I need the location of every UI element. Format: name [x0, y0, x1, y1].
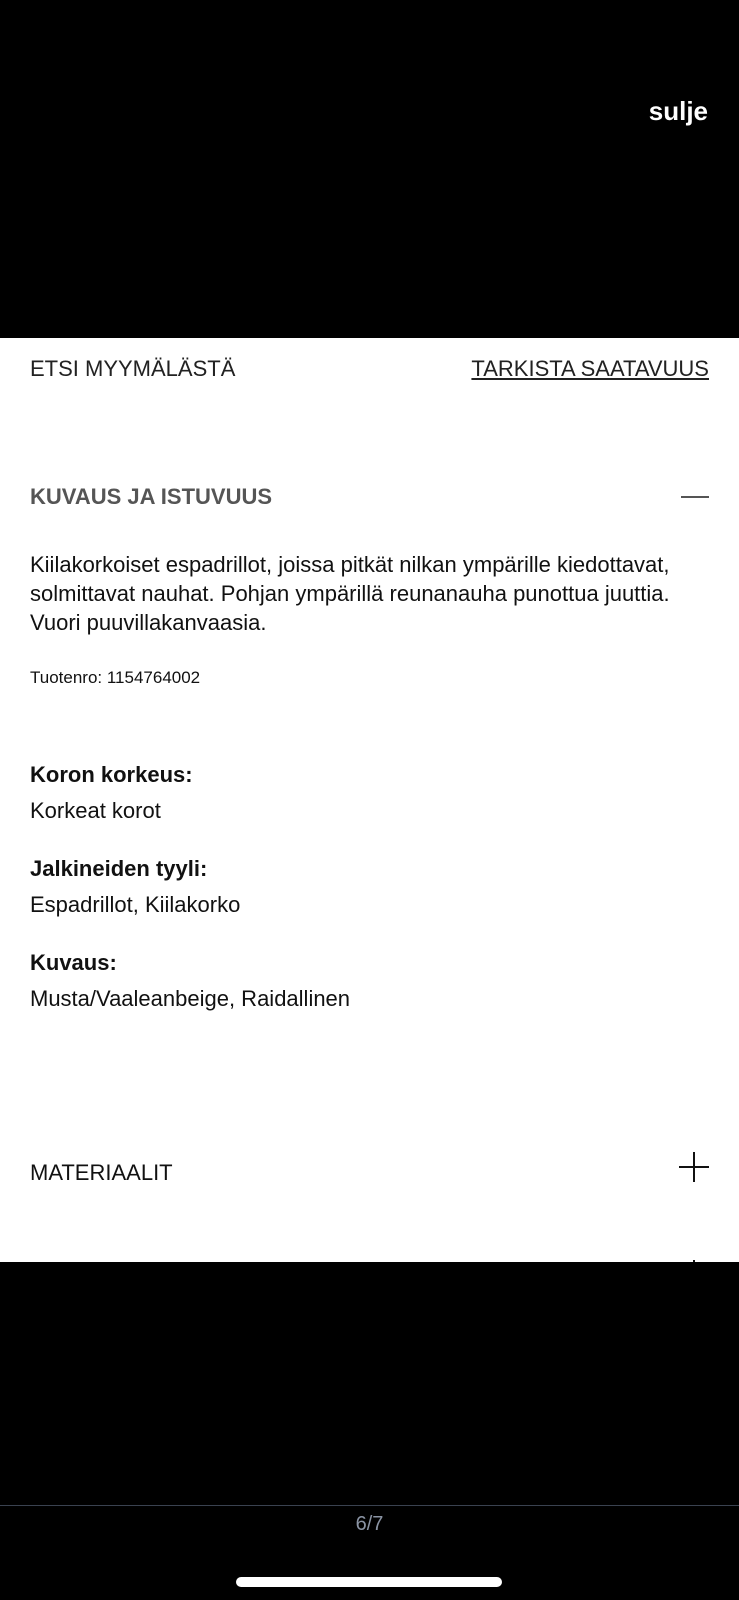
collapse-minus-icon[interactable] — [681, 496, 709, 498]
description-title: KUVAUS JA ISTUVUUS — [30, 484, 273, 509]
attribute-value: Korkeat korot — [30, 798, 161, 823]
product-details-panel — [0, 338, 739, 1262]
check-availability-link[interactable]: TARKISTA SAATAVUUS — [471, 356, 709, 381]
description-text: Kiilakorkoiset espadrillot, joissa pitkät nilkan ympärille kiedottavat, solmittavat nauhat. Pohjan ympärillä reunanauha punottua juuttia. Vuori puuvillakanvaasia. — [30, 552, 670, 635]
home-indicator[interactable] — [236, 1577, 502, 1587]
attribute-value: Espadrillot, Kiilakorko — [30, 892, 241, 917]
attribute-label: Jalkineiden tyyli: — [30, 856, 208, 881]
attribute-label: Kuvaus: — [30, 950, 117, 975]
attribute-heel-height — [30, 762, 709, 824]
attribute-shoe-style — [30, 856, 709, 918]
next-section-plus-icon — [693, 1260, 695, 1262]
materials-accordion-header[interactable] — [30, 1160, 709, 1186]
find-in-store-label: ETSI MYYMÄLÄSTÄ — [30, 356, 236, 381]
article-number: Tuotenro: 1154764002 — [30, 668, 201, 687]
footer-divider — [0, 1505, 739, 1506]
expand-plus-icon[interactable] — [679, 1152, 709, 1182]
attribute-label: Koron korkeus: — [30, 762, 193, 787]
page-indicator: 6/7 — [355, 1513, 384, 1535]
attribute-description — [30, 950, 709, 1012]
close-button[interactable]: sulje — [648, 96, 708, 126]
materials-title: MATERIAALIT — [30, 1160, 173, 1185]
description-accordion-header[interactable] — [30, 484, 709, 510]
attribute-value: Musta/Vaaleanbeige, Raidallinen — [30, 986, 351, 1011]
